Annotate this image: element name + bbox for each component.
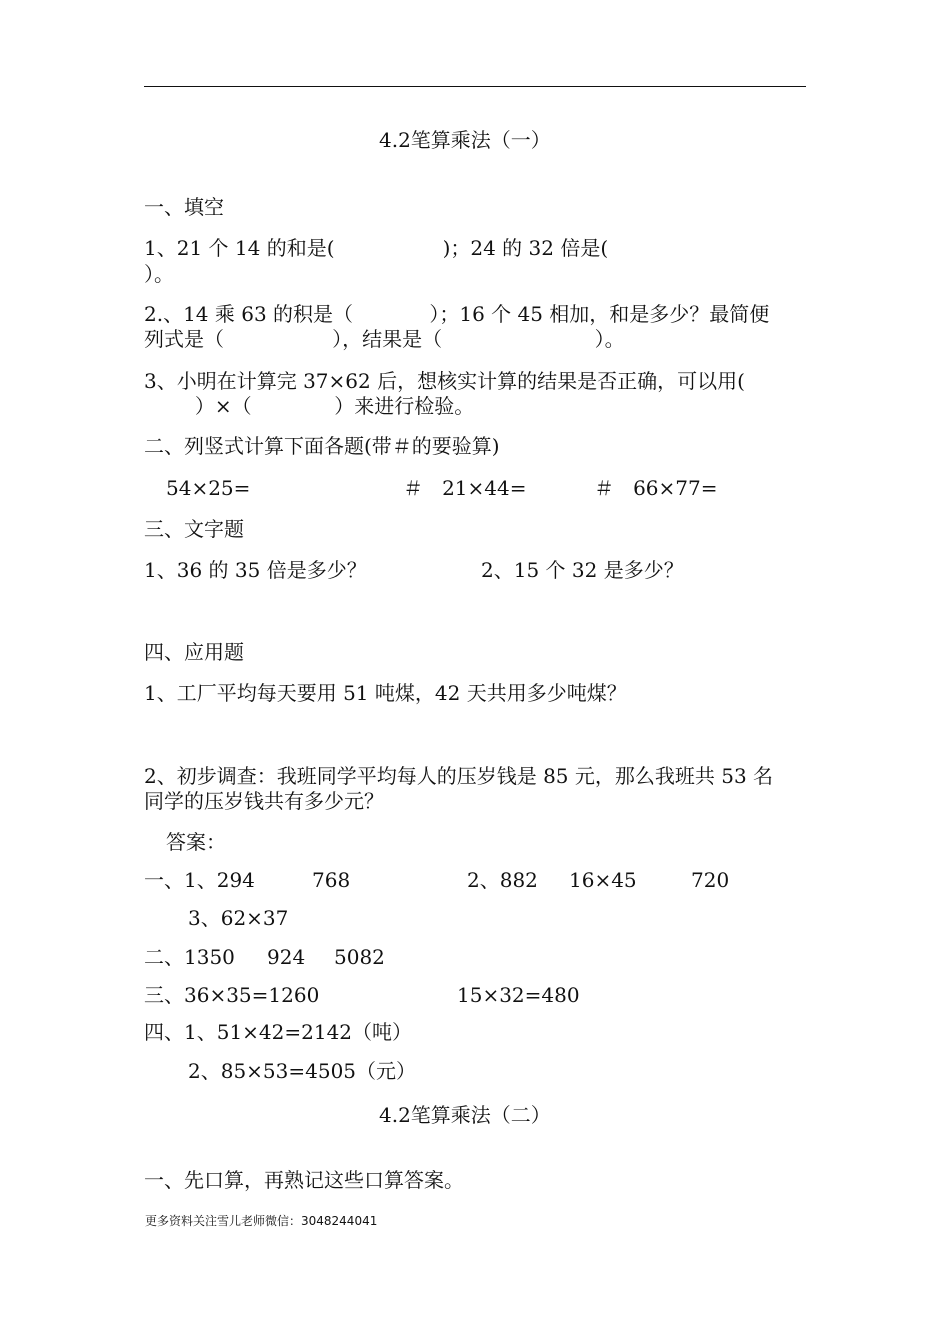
- problem-21x44: ＃ 21×44=: [403, 476, 527, 500]
- answer-1-3: 3、62×37: [188, 906, 289, 930]
- word-question-1: 1、36 的 35 倍是多少？: [144, 558, 367, 582]
- next-section-heading: 一、先口算，再熟记这些口算答案。: [144, 1168, 464, 1192]
- question-3-line-1: 3、小明在计算完 37×62 后，想核实计算的结果是否正确，可以用(: [144, 369, 745, 393]
- application-question-2-line-1: 2、初步调查：我班同学平均每人的压岁钱是 85 元，那么我班共 53 名: [144, 764, 774, 788]
- problem-54x25: 54×25=: [166, 476, 251, 500]
- answers-heading: 答案：: [166, 830, 226, 854]
- section-heading-fill-in: 一、填空: [144, 195, 224, 219]
- question-1-line-1: 1、21 个 14 的和是( )；24 的 32 倍是(: [144, 236, 609, 260]
- answer-2-b: 924: [267, 945, 306, 969]
- answer-1-2: 2、882: [467, 868, 538, 892]
- answer-3-a: 三、36×35=1260: [144, 983, 320, 1007]
- header-rule: [144, 86, 806, 87]
- answer-1-2b: 16×45: [569, 868, 637, 892]
- page-title: 4.2笔算乘法（一）: [379, 128, 551, 152]
- answer-3-b: 15×32=480: [457, 983, 580, 1007]
- word-question-2: 2、15 个 32 是多少？: [481, 558, 684, 582]
- answer-4-2: 2、85×53=4505（元）: [188, 1059, 417, 1083]
- answer-1-1b: 768: [312, 868, 351, 892]
- question-1-line-2: ）。: [144, 262, 174, 286]
- section-heading-word-problems: 三、文字题: [144, 517, 244, 541]
- page-title-2: 4.2笔算乘法（二）: [379, 1103, 551, 1127]
- problem-66x77: ＃ 66×77=: [594, 476, 718, 500]
- section-heading-application: 四、应用题: [144, 640, 244, 664]
- answer-4-1: 四、1、51×42=2142（吨）: [144, 1020, 413, 1044]
- answer-1-2c: 720: [691, 868, 730, 892]
- question-2-line-1: 2.、14 乘 63 的积是（ ）；16 个 45 相加，和是多少？最简便: [144, 302, 770, 326]
- question-2-line-2: 列式是（ ），结果是（ ）。: [144, 327, 625, 351]
- footer-note: 更多资料关注雪儿老师微信：3048244041: [145, 1214, 378, 1228]
- answer-1-1: 一、1、294: [144, 868, 255, 892]
- answer-2-c: 5082: [334, 945, 385, 969]
- application-question-2-line-2: 同学的压岁钱共有多少元？: [144, 789, 384, 813]
- section-heading-vertical-calc: 二、列竖式计算下面各题(带＃的要验算): [144, 434, 500, 458]
- application-question-1: 1、工厂平均每天要用 51 吨煤，42 天共用多少吨煤？: [144, 681, 627, 705]
- question-3-line-2: ）×（ ）来进行检验。: [144, 394, 475, 418]
- answer-2-a: 二、1350: [144, 945, 235, 969]
